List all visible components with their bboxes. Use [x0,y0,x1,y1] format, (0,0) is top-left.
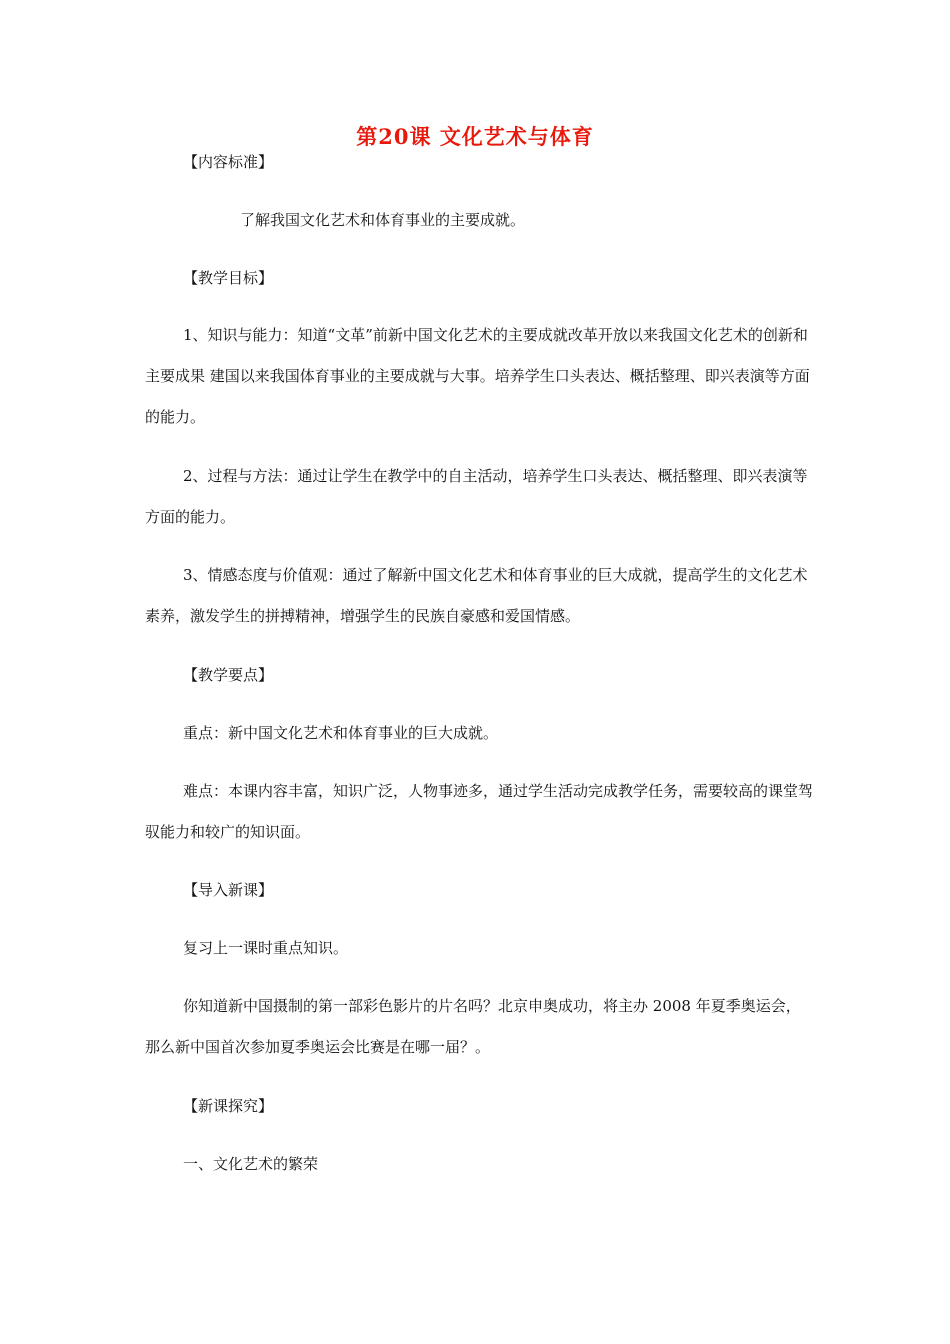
goal-process-method [145,456,815,538]
explore-heading: 【新课探究】 [183,1097,274,1115]
goal-3-text: 3、情感态度与价值观：通过了解新中国文化艺术和体育事业的巨大成就，提高学生的文化艺术素养，激发学生的拼搏精神，增强学生的民族自豪感和爱国情感。 [145,566,808,625]
lesson-title: 第20课 文化艺术与体育 [356,124,594,149]
explore-item-1: 一、文化艺术的繁荣 [183,1155,319,1173]
intro-question [145,986,815,1068]
intro-heading: 【导入新课】 [183,881,274,899]
teaching-goals-heading: 【教学目标】 [183,269,274,287]
key-points-heading: 【教学要点】 [183,666,274,684]
difficult-point [145,771,815,853]
content-standard-text: 了解我国文化艺术和体育事业的主要成就。 [240,211,526,229]
goal-knowledge-ability [145,315,815,438]
goal-emotion-values [145,555,815,637]
intro-question-text: 你知道新中国摄制的第一部彩色影片的片名吗？北京申奥成功，将主办 2008 年夏季奥运会，那么新中国首次参加夏季奥运会比赛是在哪一届？。 [145,997,801,1056]
key-point-text: 重点：新中国文化艺术和体育事业的巨大成就。 [183,724,499,742]
goal-2-text: 2、过程与方法：通过让学生在教学中的自主活动，培养学生口头表达、概括整理、即兴表演等方面的能力。 [145,467,808,526]
intro-review-text: 复习上一课时重点知识。 [183,939,349,957]
content-standard-heading: 【内容标准】 [183,153,274,171]
goal-1-text: 1、知识与能力：知道“文革”前新中国文化艺术的主要成就改革开放以来我国文化艺术的创新和主要成果 建国以来我国体育事业的主要成就与大事。培养学生口头表达、概括整理、即兴表演等方面的能力。 [145,326,810,426]
difficult-point-text: 难点：本课内容丰富，知识广泛，人物事迹多，通过学生活动完成教学任务，需要较高的课堂驾驭能力和较广的知识面。 [145,782,814,841]
